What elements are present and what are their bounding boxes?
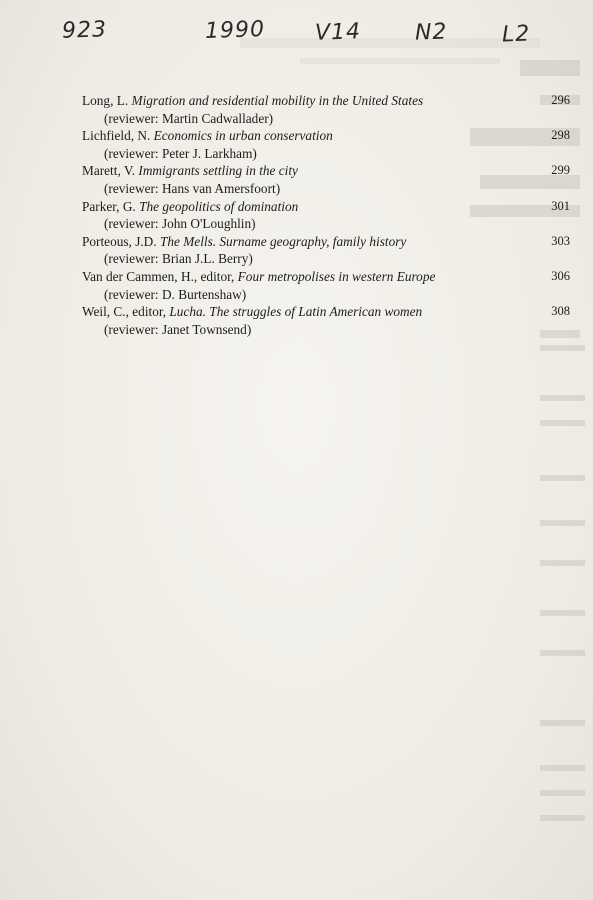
entry-reviewer: (reviewer: D. Burtenshaw) (104, 286, 247, 302)
entry-reviewer: (reviewer: Peter J. Larkham) (104, 145, 257, 161)
entry-heading (82, 127, 572, 145)
review-contents-list (82, 92, 572, 338)
entry-title: Lucha. The struggles of Latin American women (169, 304, 423, 320)
handwritten-number: N2 (414, 19, 448, 46)
entry-heading (82, 92, 572, 110)
handwritten-year: 1990 (204, 16, 266, 45)
entry-reviewer: (reviewer: Hans van Amersfoort) (104, 180, 281, 196)
entry-author: Marett, V. (82, 163, 136, 179)
entry-author: Parker, G. (82, 198, 136, 214)
entry-title: Immigrants settling in the city (138, 163, 298, 179)
entry-reviewer: (reviewer: Martin Cadwallader) (104, 110, 274, 126)
review-entry (82, 303, 572, 338)
entry-author: Lichfield, N. (82, 128, 151, 144)
entry-author: Porteous, J.D. (82, 233, 157, 249)
entry-heading (82, 198, 572, 216)
entry-heading (82, 233, 572, 251)
handwritten-item: 923 (61, 17, 108, 44)
entry-title: Four metropolises in western Europe (237, 268, 436, 284)
entry-reviewer: (reviewer: John O'Loughlin) (104, 216, 256, 232)
review-entry (82, 92, 572, 127)
review-entry (82, 233, 572, 268)
entry-heading (82, 303, 572, 321)
entry-title: The geopolitics of domination (139, 198, 299, 214)
entry-author: Van der Cammen, H., editor, (82, 268, 235, 284)
entry-author: Weil, C., editor, (82, 304, 167, 320)
entry-page-number: 298 (551, 128, 570, 143)
handwritten-location: L2 (501, 21, 531, 48)
entry-title: The Mells. Surname geography, family history (159, 233, 407, 249)
entry-author: Long, L. (82, 93, 129, 108)
entry-page-number: 299 (551, 163, 570, 178)
entry-heading (82, 162, 572, 180)
entry-title: Migration and residential mobility in the United States (131, 93, 424, 108)
review-entry (82, 268, 572, 303)
entry-reviewer: (reviewer: Janet Townsend) (104, 321, 252, 337)
entry-heading (82, 268, 572, 286)
entry-page-number: 303 (551, 233, 570, 248)
review-entry (82, 127, 572, 162)
entry-page-number: 306 (551, 268, 570, 283)
entry-page-number: 308 (551, 304, 570, 319)
handwritten-volume: V14 (314, 19, 362, 46)
review-entry (82, 198, 572, 233)
review-entry (82, 162, 572, 197)
entry-reviewer: (reviewer: Brian J.L. Berry) (104, 251, 253, 267)
entry-title: Economics in urban conservation (153, 128, 333, 144)
handwritten-note (0, 12, 593, 52)
entry-page-number: 301 (551, 198, 570, 213)
entry-page-number: 296 (551, 93, 570, 107)
